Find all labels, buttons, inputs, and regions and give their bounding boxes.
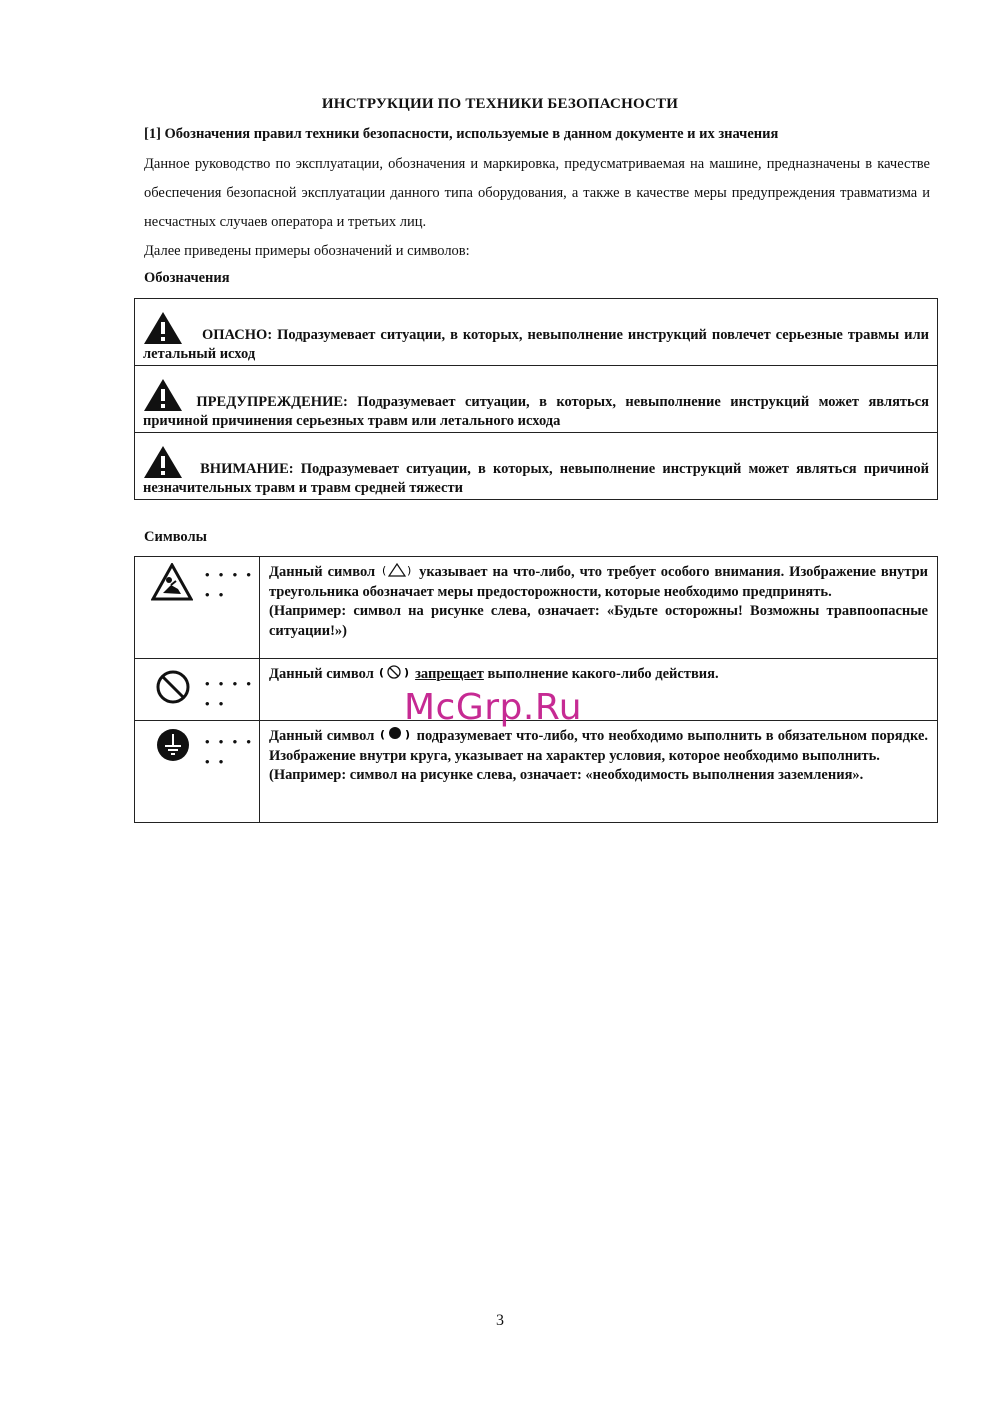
signal-row-warning xyxy=(135,366,938,433)
symbol-underlined-word: запрещает xyxy=(415,666,484,682)
symbols-heading: Символы xyxy=(144,529,207,545)
leader-dots: • • • • • • xyxy=(205,676,254,711)
prohibition-small-icon xyxy=(379,664,409,680)
watermark: McGrp.Ru xyxy=(404,687,583,728)
signal-text-caution: : Подразумевает ситуации, в которых, невыполнение инструкций может являться причиной незначительных травм и травм средней тяжести xyxy=(143,461,930,496)
ground-mandatory-icon xyxy=(155,727,191,763)
examples-paragraph: Далее приведены примеры обозначений и символов: xyxy=(144,243,470,259)
signal-text-warning: Подразумевает ситуации, в которых, невыполнение инструкций может являться причиной причинения серьезных травм или летального исхода xyxy=(143,394,929,429)
leader-dots: • • • • • • xyxy=(205,734,254,769)
symbol-pre-text: Данный символ xyxy=(269,564,376,580)
signal-word-warning: ПРЕДУПРЕЖДЕНИЕ: xyxy=(196,394,348,410)
signals-table xyxy=(134,298,938,500)
warning-triangle-icon xyxy=(143,445,183,479)
svg-text:(: ( xyxy=(380,728,386,741)
signal-text-danger: Подразумевает ситуации, в которых, невыполнение инструкций повлечет серьезные травмы или летальный исход xyxy=(143,327,930,362)
symbol-description: выполнение какого-либо действия. xyxy=(487,666,719,682)
symbol-example: (Например: символ на рисунке слева, означает: «необходимость выполнения заземления». xyxy=(269,767,864,783)
svg-text:): ) xyxy=(407,564,412,577)
symbol-pre-text: Данный символ xyxy=(269,728,375,744)
symbol-description: указывает на что-либо, что требует особого внимания. Изображение внутри треугольника обозначает меры предосторожности, которые необходимо предпринять. xyxy=(269,564,929,600)
signal-row-caution xyxy=(135,433,938,500)
symbol-row-caution xyxy=(135,557,938,659)
svg-text:): ) xyxy=(404,666,410,679)
svg-text:): ) xyxy=(405,728,411,741)
hand-caution-icon xyxy=(151,563,193,601)
prohibition-icon xyxy=(155,669,191,705)
symbol-row-mandatory xyxy=(135,721,938,823)
warning-triangle-icon xyxy=(143,311,183,345)
triangle-outline-icon xyxy=(382,562,412,578)
page-number: 3 xyxy=(496,1312,504,1329)
intro-paragraph: Данное руководство по эксплуатации, обозначения и маркировка, предусматриваемая на машине, предназначены в качестве обеспечения безопасной эксплуатации данного типа оборудования, а также в качестве меры предупреждения травматизма и несчастных случаев оператора и третьих лиц. xyxy=(144,156,930,230)
filled-circle-icon xyxy=(380,726,410,742)
signals-heading: Обозначения xyxy=(144,270,230,286)
signal-row-danger xyxy=(135,299,938,366)
symbol-description: подразумевает что-либо, что необходимо выполнить в обязательном порядке. Изображение внутри круга, указывает на характер условия, которое необходимо выполнить. xyxy=(269,728,929,764)
svg-text:(: ( xyxy=(382,564,387,577)
signal-word-caution: ВНИМАНИЕ xyxy=(200,461,289,477)
symbol-pre-text: Данный символ xyxy=(269,666,374,682)
svg-text:(: ( xyxy=(379,666,385,679)
leader-dots: • • • • • • xyxy=(205,567,254,602)
section-heading: [1] Обозначения правил техники безопасности, используемые в данном документе и их значения xyxy=(144,126,779,142)
signal-word-danger: ОПАСНО: xyxy=(201,327,273,343)
page-title: ИНСТРУКЦИИ ПО ТЕХНИКИ БЕЗОПАСНОСТИ xyxy=(321,96,679,112)
warning-triangle-icon xyxy=(143,378,183,412)
symbol-example: (Например: символ на рисунке слева, означает: «Будьте осторожны! Возможны травпоопасные ситуации!») xyxy=(269,603,928,639)
